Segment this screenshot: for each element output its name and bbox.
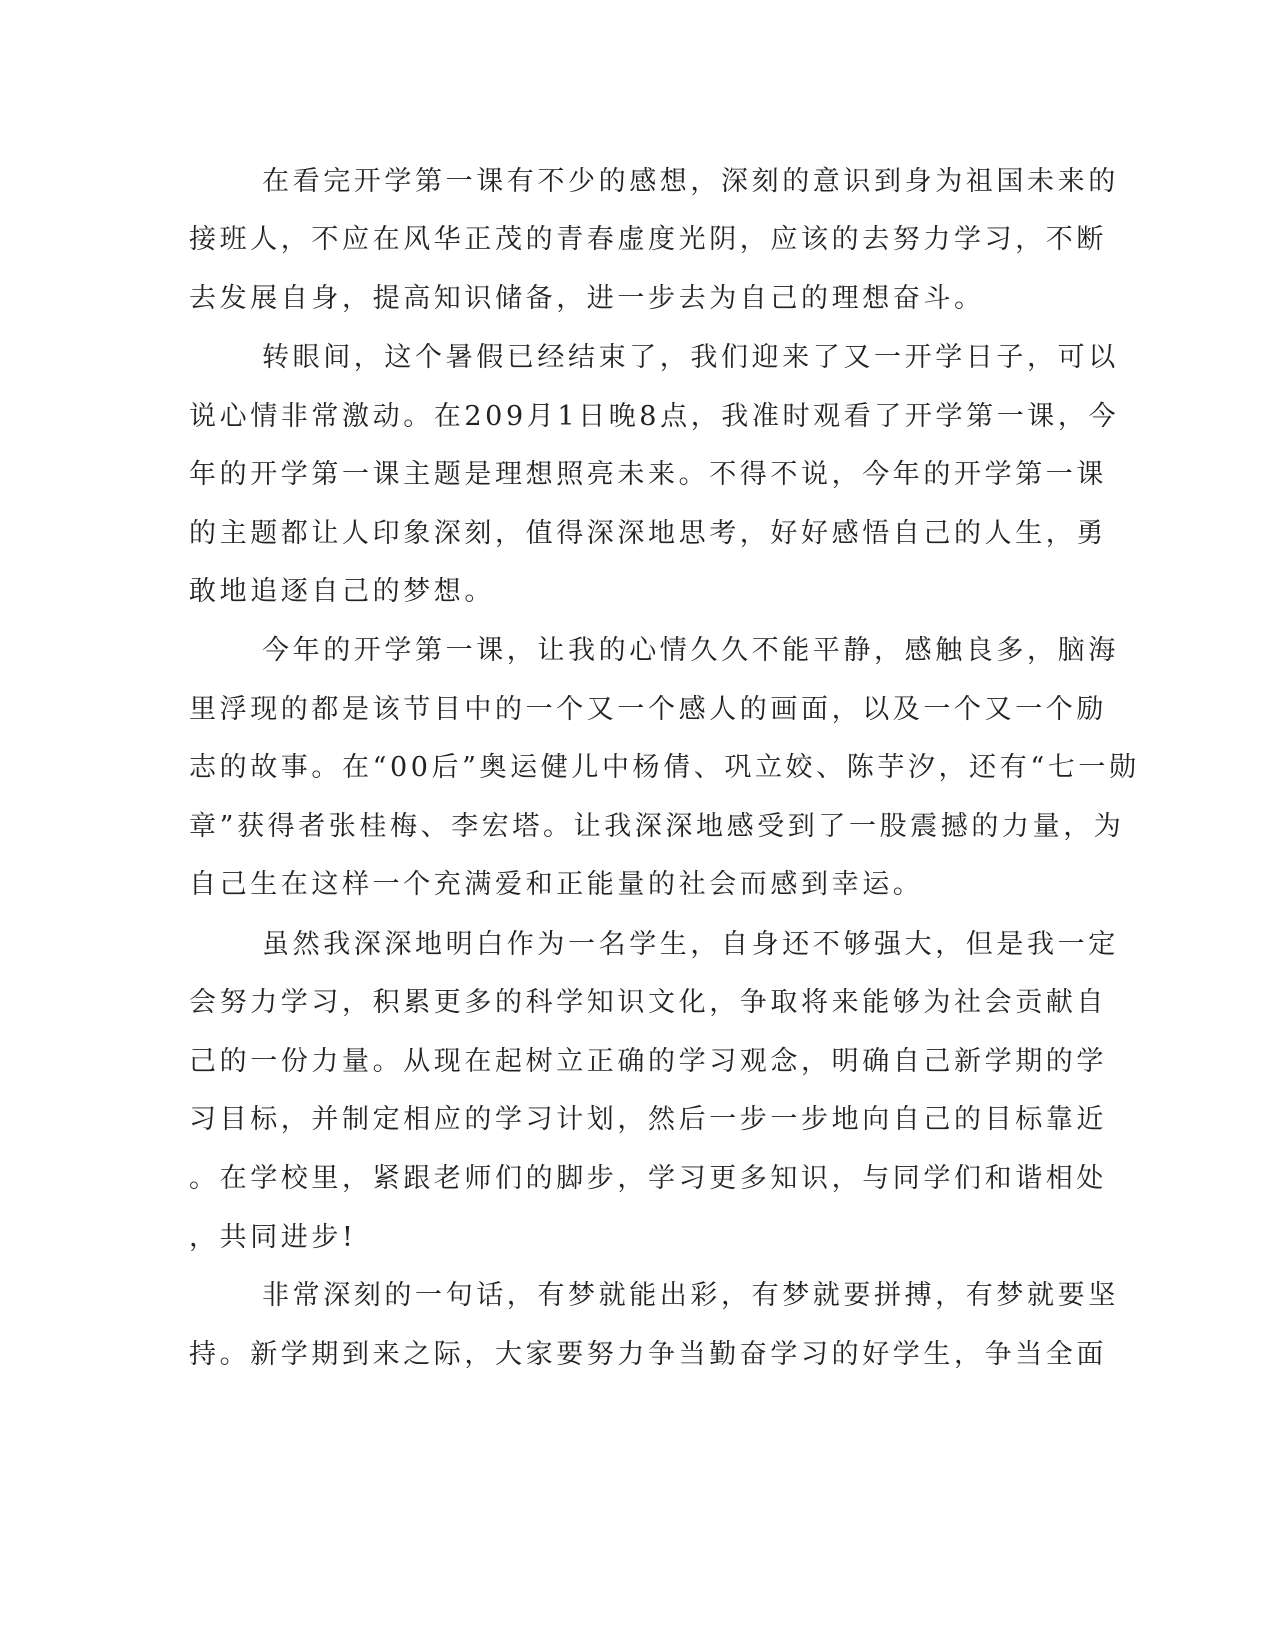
paragraph-4-line-3: 己的一份力量。从现在起树立正确的学习观念，明确自己新学期的学 [189,1046,1107,1077]
paragraph-1-line-3: 去发展自身，提高知识储备，进一步去为自己的理想奋斗。 [189,283,985,314]
paragraph-4-line-1: 虽然我深深地明白作为一名学生，自身还不够强大，但是我一定 [262,929,1119,960]
paragraph-1-line-1: 在看完开学第一课有不少的感想，深刻的意识到身为祖国未来的 [262,166,1119,197]
paragraph-2-line-1: 转眼间，这个暑假已经结束了，我们迎来了又一开学日子，可以 [262,342,1119,373]
paragraph-4-line-2: 会努力学习，积累更多的科学知识文化，争取将来能够为社会贡献自 [189,987,1107,1018]
paragraph-3-line-4: 章”获得者张桂梅、李宏塔。让我深深地感受到了一股震撼的力量，为 [189,811,1125,842]
paragraph-5-line-1: 非常深刻的一句话，有梦就能出彩，有梦就要拼搏，有梦就要坚 [262,1280,1119,1311]
paragraph-2-line-5: 敢地追逐自己的梦想。 [189,576,495,607]
paragraph-3-line-5: 自己生在这样一个充满爱和正能量的社会而感到幸运。 [189,869,924,900]
paragraph-3-line-1: 今年的开学第一课，让我的心情久久不能平静，感触良多，脑海 [262,635,1119,666]
paragraph-3-line-2: 里浮现的都是该节目中的一个又一个感人的画面，以及一个又一个励 [189,694,1107,725]
paragraph-4-line-6: ，共同进步! [189,1222,357,1253]
paragraph-5-line-2: 持。新学期到来之际，大家要努力争当勤奋学习的好学生，争当全面 [189,1339,1107,1370]
paragraph-2-line-2: 说心情非常激动。在209月1日晚8点，我准时观看了开学第一课，今 [189,401,1120,432]
paragraph-2-line-4: 的主题都让人印象深刻，值得深深地思考，好好感悟自己的人生，勇 [189,518,1107,549]
paragraph-4-line-4: 习目标，并制定相应的学习计划，然后一步一步地向自己的目标靠近 [189,1104,1107,1135]
paragraph-1-line-2: 接班人，不应在风华正茂的青春虚度光阴，应该的去努力学习，不断 [189,224,1107,255]
paragraph-2-line-3: 年的开学第一课主题是理想照亮未来。不得不说，今年的开学第一课 [189,459,1107,490]
paragraph-3-line-3: 志的故事。在“00后”奥运健儿中杨倩、巩立姣、陈芋汐，还有“七一勋 [189,752,1140,783]
paragraph-4-line-5: 。在学校里，紧跟老师们的脚步，学习更多知识，与同学们和谐相处 [189,1163,1107,1194]
